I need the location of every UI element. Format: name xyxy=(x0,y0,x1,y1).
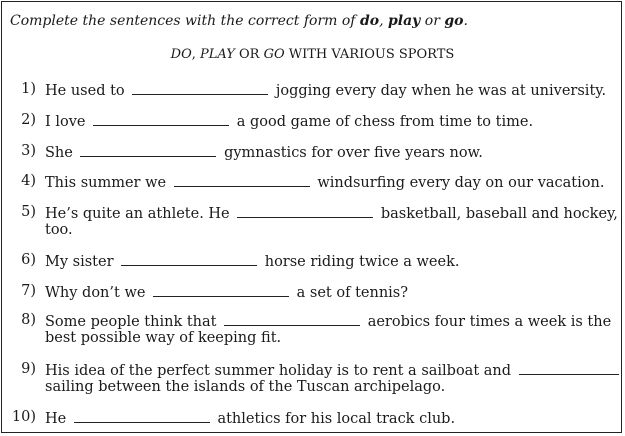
item-text-before: He used to xyxy=(45,83,125,99)
answer-blank[interactable] xyxy=(80,142,216,157)
item-text-before: His idea of the perfect summer holiday is to rent a sailboat and xyxy=(45,363,512,379)
answer-blank[interactable] xyxy=(74,408,210,423)
section-heading: DO, PLAY OR GO WITH VARIOUS SPORTS xyxy=(170,47,455,62)
item-text-continued: too. xyxy=(45,222,73,238)
item-text-after: jogging every day when he was at university. xyxy=(275,83,607,99)
item-number: 9) xyxy=(21,361,36,377)
item-text-before: This summer we xyxy=(45,175,167,191)
answer-blank[interactable] xyxy=(519,360,619,375)
item-number: 8) xyxy=(21,312,36,328)
item-text-after: a set of tennis? xyxy=(296,285,409,301)
item-text-continued: sailing between the islands of the Tuscan archipelago. xyxy=(45,379,446,395)
item-text-before: He’s quite an athlete. He xyxy=(45,206,230,222)
answer-blank[interactable] xyxy=(174,172,310,187)
answer-blank[interactable] xyxy=(132,80,268,95)
answer-blank[interactable] xyxy=(121,251,257,266)
answer-blank[interactable] xyxy=(224,311,360,326)
item-text-before: I love xyxy=(45,114,86,130)
item-number: 1) xyxy=(21,81,36,97)
answer-blank[interactable] xyxy=(237,203,373,218)
item-number: 10) xyxy=(11,409,36,425)
item-text-after: windsurfing every day on our vacation. xyxy=(317,175,605,191)
item-number: 5) xyxy=(21,204,36,220)
item-number: 7) xyxy=(21,283,36,299)
item-text-before: Why don’t we xyxy=(45,285,146,301)
answer-blank[interactable] xyxy=(93,111,229,126)
item-text-after: basketball, baseball and hockey, xyxy=(380,206,618,222)
instruction: Complete the sentences with the correct form of do, play or go. xyxy=(10,13,468,29)
item-text-after: horse riding twice a week. xyxy=(264,254,460,270)
item-text-after: aerobics four times a week is the xyxy=(367,314,612,330)
item-text-continued: best possible way of keeping fit. xyxy=(45,330,282,346)
item-text-after: a good game of chess from time to time. xyxy=(236,114,534,130)
item-text-before: She xyxy=(45,145,73,161)
item-number: 6) xyxy=(21,252,36,268)
item-text-before: He xyxy=(45,411,67,427)
item-number: 4) xyxy=(21,173,36,189)
item-number: 2) xyxy=(21,112,36,128)
item-text-after: athletics for his local track club. xyxy=(217,411,456,427)
item-text-before: Some people think that xyxy=(45,314,217,330)
item-number: 3) xyxy=(21,143,36,159)
item-text-before: My sister xyxy=(45,254,114,270)
item-text-after: gymnastics for over five years now. xyxy=(224,145,483,161)
answer-blank[interactable] xyxy=(153,282,289,297)
